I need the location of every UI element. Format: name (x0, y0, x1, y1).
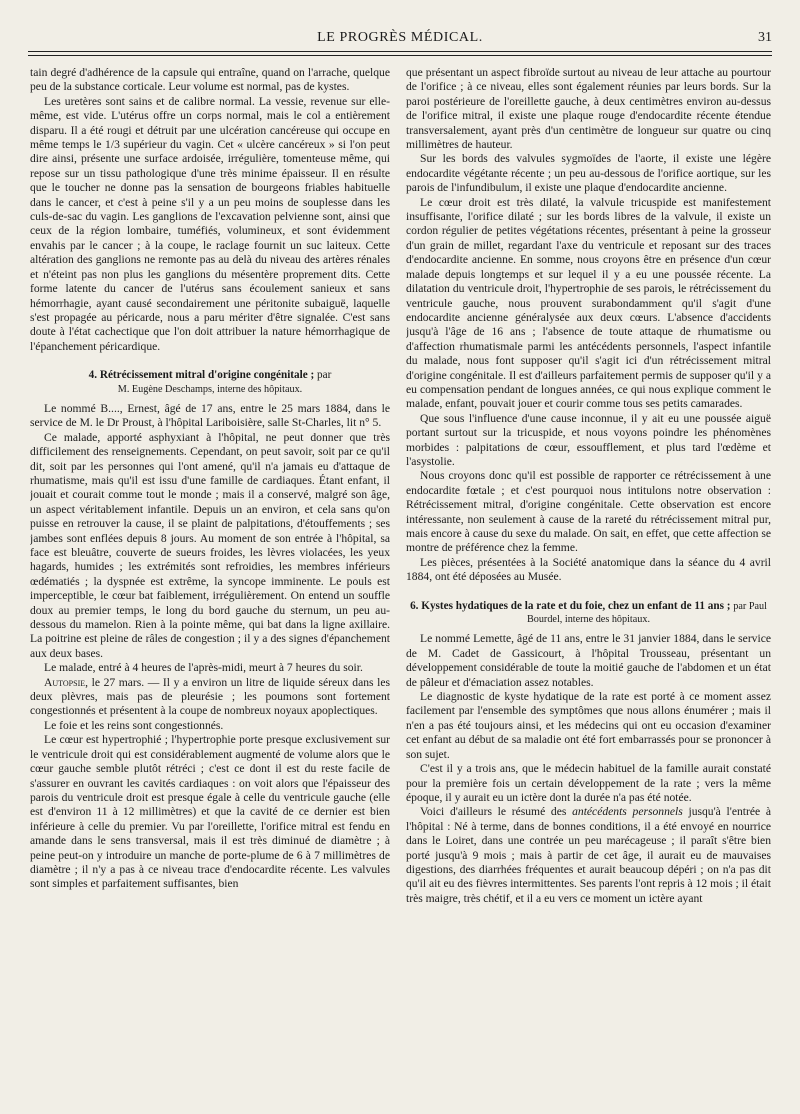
section-heading (406, 600, 771, 627)
paragraph: tain degré d'adhérence de la capsule qui entraîne, quand on l'arrache, quelque peu de la substance corticale. Leur volume est normal, pas de kystes. (30, 66, 390, 94)
page-header (28, 30, 772, 50)
paragraph: que présentant un aspect fibroïde surtout au niveau de leur attache au pourtour de l'orifice ; à ce niveau, elles sont également réunies par leurs bords. Sur la paroi postérieure de l'oreillette gauche, à deux centimètres environ au-dessus de l'orifice mitral, il existe une plaque rouge d'endocardite récente étendue transversalement, ayant près d'un centimètre de longueur sur quatre ou cinq millimètres de hauteur. (406, 66, 771, 152)
paragraph: Sur les bords des valvules sygmoïdes de l'aorte, il existe une légère endocardite végétante récente ; un peu au-dessous de l'orifice aortique, sur les parois de l'infundibulum, il existe une plaque d'endocardite ancienne. (406, 152, 771, 195)
section-title: 6. Kystes hydatiques de la rate et du foie, chez un enfant de 11 ans ; (410, 599, 731, 612)
paragraph-text: Voici d'ailleurs le résumé des (420, 805, 573, 819)
paragraph (30, 676, 390, 719)
paragraph: Le foie et les reins sont congestionnés. (44, 718, 224, 732)
paragraph (406, 805, 771, 906)
right-column (406, 66, 771, 1106)
autopsy-label: Autopsie, (44, 675, 89, 689)
header-rule-thin (28, 55, 772, 56)
paragraph: Que sous l'influence d'une cause inconnue, il y ait eu une poussée aiguë portant surtout sur la tricuspide, et nous voyons poindre les phénomènes morbides : palpitations de cœur, essoufflement, et plus tard l'œdème et l'asystolie. (406, 411, 771, 468)
paragraph: Les pièces, présentées à la Société anatomique dans la séance du 4 avril 1884, ont été déposées au Musée. (406, 555, 771, 584)
paragraph: Le cœur droit est très dilaté, la valvule tricuspide est manifestement insuffisante, l'orifice dilaté ; sur les bords libres de la valvule, il existe un cordon régulier de petites végétations récentes, présentant à peine la grosseur d'un grain de millet, regardant l'axe du ventricule et reposant sur des traces d'endocardite ancienne. En somme, nous croyons être en présence d'un cœur malade depuis longtemps et sur lequel il y a eu une poussée récente. La dilatation du ventricule droit, l'hypertrophie de ses parois, le rétrécissement du ventricule gauche, nous prouvent surabondamment qu'il s'agit d'une endocardite ancienne généralysée aux deux cœurs. L'absence d'accidents jusqu'à l'âge de 16 ans ; l'absence de toute attaque de rhumatisme ou d'affection rhumatismale parmi les antécédents personnels, l'aspect infantile du malade, nous font supposer qu'il s'agit ici d'un rétrécissement mitral d'origine congénitale. Il est d'ailleurs parfaitement permis de supposer qu'il y a eu compensation pendant de longues années, ce qui nous explique comment le malade, enfant, pouvait jouer et courir comme tous ses petits camarades. (406, 195, 771, 411)
paragraph-text: le 27 mars. — Il y a environ un litre de liquide séreux dans les deux plèvres, mais pas de pleurésie ; les poumons sont fortement congestionnés et présentent à la coupe de nombreux noyaux apoplectiques. (30, 675, 390, 718)
section-title: 4. Rétrécissement mitral d'origine congénitale ; (88, 369, 315, 382)
section-by: par (317, 369, 332, 382)
paragraph: Le cœur est hypertrophié ; l'hypertrophie porte presque exclusivement sur le ventricule droit qui est considérablement augmenté de volume alors que le cœur gauche semble plutôt rétréci ; c'est ce dont il est du reste facile de s'assurer en ouvrant les cavités cardiaques : on voit alors que l'épaisseur des parois du ventricule droit est presque égale à celle du ventricule gauche (elle est d'environ 11 à 12 millimètres) et que la cavité de ce dernier est bien inférieure à celle du premier. Vu par l'oreillette, l'orifice mitral est fendu en amande dans le sens transversal, mais il est très diminué de diamètre ; à peine peut-on y introduire un manche de porte-plume de 6 à 7 millimètres de diamètre ; il n'y a pas à ce niveau trace d'endocardite récente. Les valvules sont simples et parfaitement suffisantes, bien (30, 733, 390, 891)
paragraph: Le nommé Lemette, âgé de 11 ans, entre le 31 janvier 1884, dans le service de M. Cadet de Gassicourt, à l'hôpital Trousseau, présentant un développement considérable de toute la moitié gauche de l'abdomen et un état de pâleur et d'émaciation assez notables. (406, 632, 771, 689)
paragraph: Ce malade, apporté asphyxiant à l'hôpital, ne peut donner que très difficilement des renseignements. Cependant, on peut savoir, soit par ce qu'il dit, soit par les personnes qui l'ont amené, qu'il n'a jamais eu d'attaque de rhumatisme, mais qu'il est issu d'une famille de cardiaques. Étant enfant, il jouait et courait comme tout le monde ; mais il a conservé, malgré son âge, un aspect véritablement infantile. Depuis un an environ, et cela sans qu'on puisse en retrouver la cause, il se plaint de palpitations, d'étouffements ; ses jambes sont enflées depuis 8 jours. Au moment de son entrée à l'hôpital, sa face est bleuâtre, couverte de sueurs froides, les lèvres violacées, les yeux hagards, humides ; les extrémités sont refroidies, les membres inférieurs œdématiés ; la dyspnée est extrême, la syncope imminente. Le pouls est imperceptible, le cœur bat faiblement, irrégulièrement. On entend un souffle doux au premier temps, le long du bord gauche du sternum, un peu au-dessous du mamelon. Rien à la pointe même, qui bat dans la ligne axillaire. La poitrine est pleine de râles de congestion ; il y a des signes d'épanchement aux deux bases. (30, 430, 390, 660)
paragraph: Le nommé B...., Ernest, âgé de 17 ans, entre le 25 mars 1884, dans le service de M. le Dr Proust, à l'hôpital Lariboisière, salle St-Charles, lit n° 5. (30, 401, 390, 430)
page-number: 31 (758, 30, 772, 45)
header-rule-thick (28, 51, 772, 52)
emphasis: antécédents personnels (572, 805, 683, 819)
paragraph: C'est il y a trois ans, que le médecin habituel de la famille aurait constaté pour la première fois un certain développement de la rate ; vers la même époque, il y aurait eu un ictère dont la durée n'a pas été notée. (406, 762, 771, 804)
section-author: par Paul Bourdel, interne des hôpitaux. (526, 600, 767, 626)
running-title: LE PROGRÈS MÉDICAL. (317, 30, 483, 45)
paragraph: Les uretères sont sains et de calibre normal. La vessie, revenue sur elle-même, est vide. L'utérus offre un corps normal, mais le col a entièrement disparu. Il a été rougi et détruit par une ulcération cancéreuse qui occupe en même temps le 1/3 supérieur du vagin. Cet « ulcère cancéreux » si l'on peut dire ainsi, présente une surface ardoisée, irrégulière, tomenteuse même, qui repose sur un tissu pathologique d'une très minime épaisseur. Il en résulte que le toucher ne donne pas la sensation de bourgeons friables habituelle dans le cancer, et c'est à peine s'il y a un peu moins de souplesse dans les culs-de-sac du vagin. Les ganglions de l'excavation pelvienne sont, ainsi que ceux de la région lombaire, tuméfiés, volumineux, et sont évidemment envahis par le cancer ; à la coupe, le raclage fournit un suc laiteux. Cette altération des ganglions ne remonte pas au delà du niveau des artères rénales et n'éteint pas non plus les ganglions du mésentère proprement dits. Cette forme latente du cancer de l'utérus sans écoulement sanieux et sans hémorrhagie, ayant causé secondairement une péritonite subaiguë, laquelle s'est propagée au péricarde, nous a paru mériter d'être signalée. C'est sans doute à l'état cachectique que l'on doit attribuer la nature hémorrhagique de l'épanchement péricardique. (30, 94, 390, 353)
paragraph: Nous croyons donc qu'il est possible de rapporter ce rétrécissement à une endocardite fœtale ; et c'est pourquoi nous intitulons notre observation : Rétrécissement mitral, d'origine congénitale. Cette observation est encore intéressante, non seulement à cause de la rareté du rétrécissement mitral pur, mais encore à cause du sexe du malade. On sait, en effet, que cette affection se montre de préférence chez la femme. (406, 469, 771, 555)
section-author: M. Eugène Deschamps, interne des hôpitaux. (117, 383, 303, 395)
paragraph: Le malade, entré à 4 heures de l'après-midi, meurt à 7 heures du soir. (44, 661, 363, 675)
left-column (30, 66, 390, 1106)
section-heading (30, 369, 390, 396)
paragraph: Le diagnostic de kyste hydatique de la rate est porté à ce moment assez facilement par l'ensemble des symptômes que nous allons énumérer ; mais il n'en a pas été toujours ainsi, et les médecins qui ont eu occasion d'examiner cet enfant au début de sa maladie ont été fort embarrassés pour se prononcer à son sujet. (406, 690, 771, 761)
paragraph-text: jusqu'à l'entrée à l'hôpital : Né à terme, dans de bonnes conditions, il a été envoyé en nourrice dans le Loiret, dans une contrée un peu marécageuse ; il paraît s'être bien porté jusqu'à 9 mois ; mais à partir de cet âge, il aurait eu de mauvaises digestions, des diarrhées fréquentes et aurait beaucoup dépéri ; on n'a pas dit qu'il ait eu des fièvres intermittentes. Ses parents l'ont repris à 12 mois ; il était très maigre, très chétif, et il a eu vers ce moment un ictère ayant (406, 805, 771, 905)
